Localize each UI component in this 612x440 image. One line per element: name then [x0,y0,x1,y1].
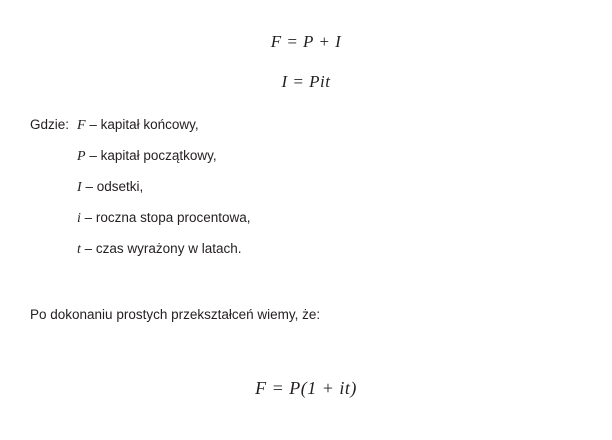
legend-item [30,141,550,172]
legend-description: – odsetki, [85,179,144,194]
legend-item [30,172,550,203]
legend-symbol: i [77,211,81,226]
legend-symbol: P [77,149,86,164]
legend-item [30,234,550,265]
legend-item [30,110,550,141]
legend-item [30,203,550,234]
legend-description: – kapitał końcowy, [89,117,199,132]
legend-intro-label: Gdzie: [30,117,70,132]
formula-interest: I = Pit [281,72,331,91]
legend-symbol: t [77,242,81,257]
formula-future-value-expanded: F = P(1 + it) [255,378,357,398]
legend-symbol: F [77,118,86,133]
formula-future-value: F = P + I [270,32,342,51]
legend-description: – czas wyrażony w latach. [84,241,242,256]
legend-description: – kapitał początkowy, [89,148,217,163]
legend-description: – roczna stopa procentowa, [84,210,251,225]
legend-symbol: I [77,180,82,195]
body-paragraph: Po dokonaniu prostych przekształceń wiemy, że: [30,307,321,322]
legend-list [30,110,550,265]
